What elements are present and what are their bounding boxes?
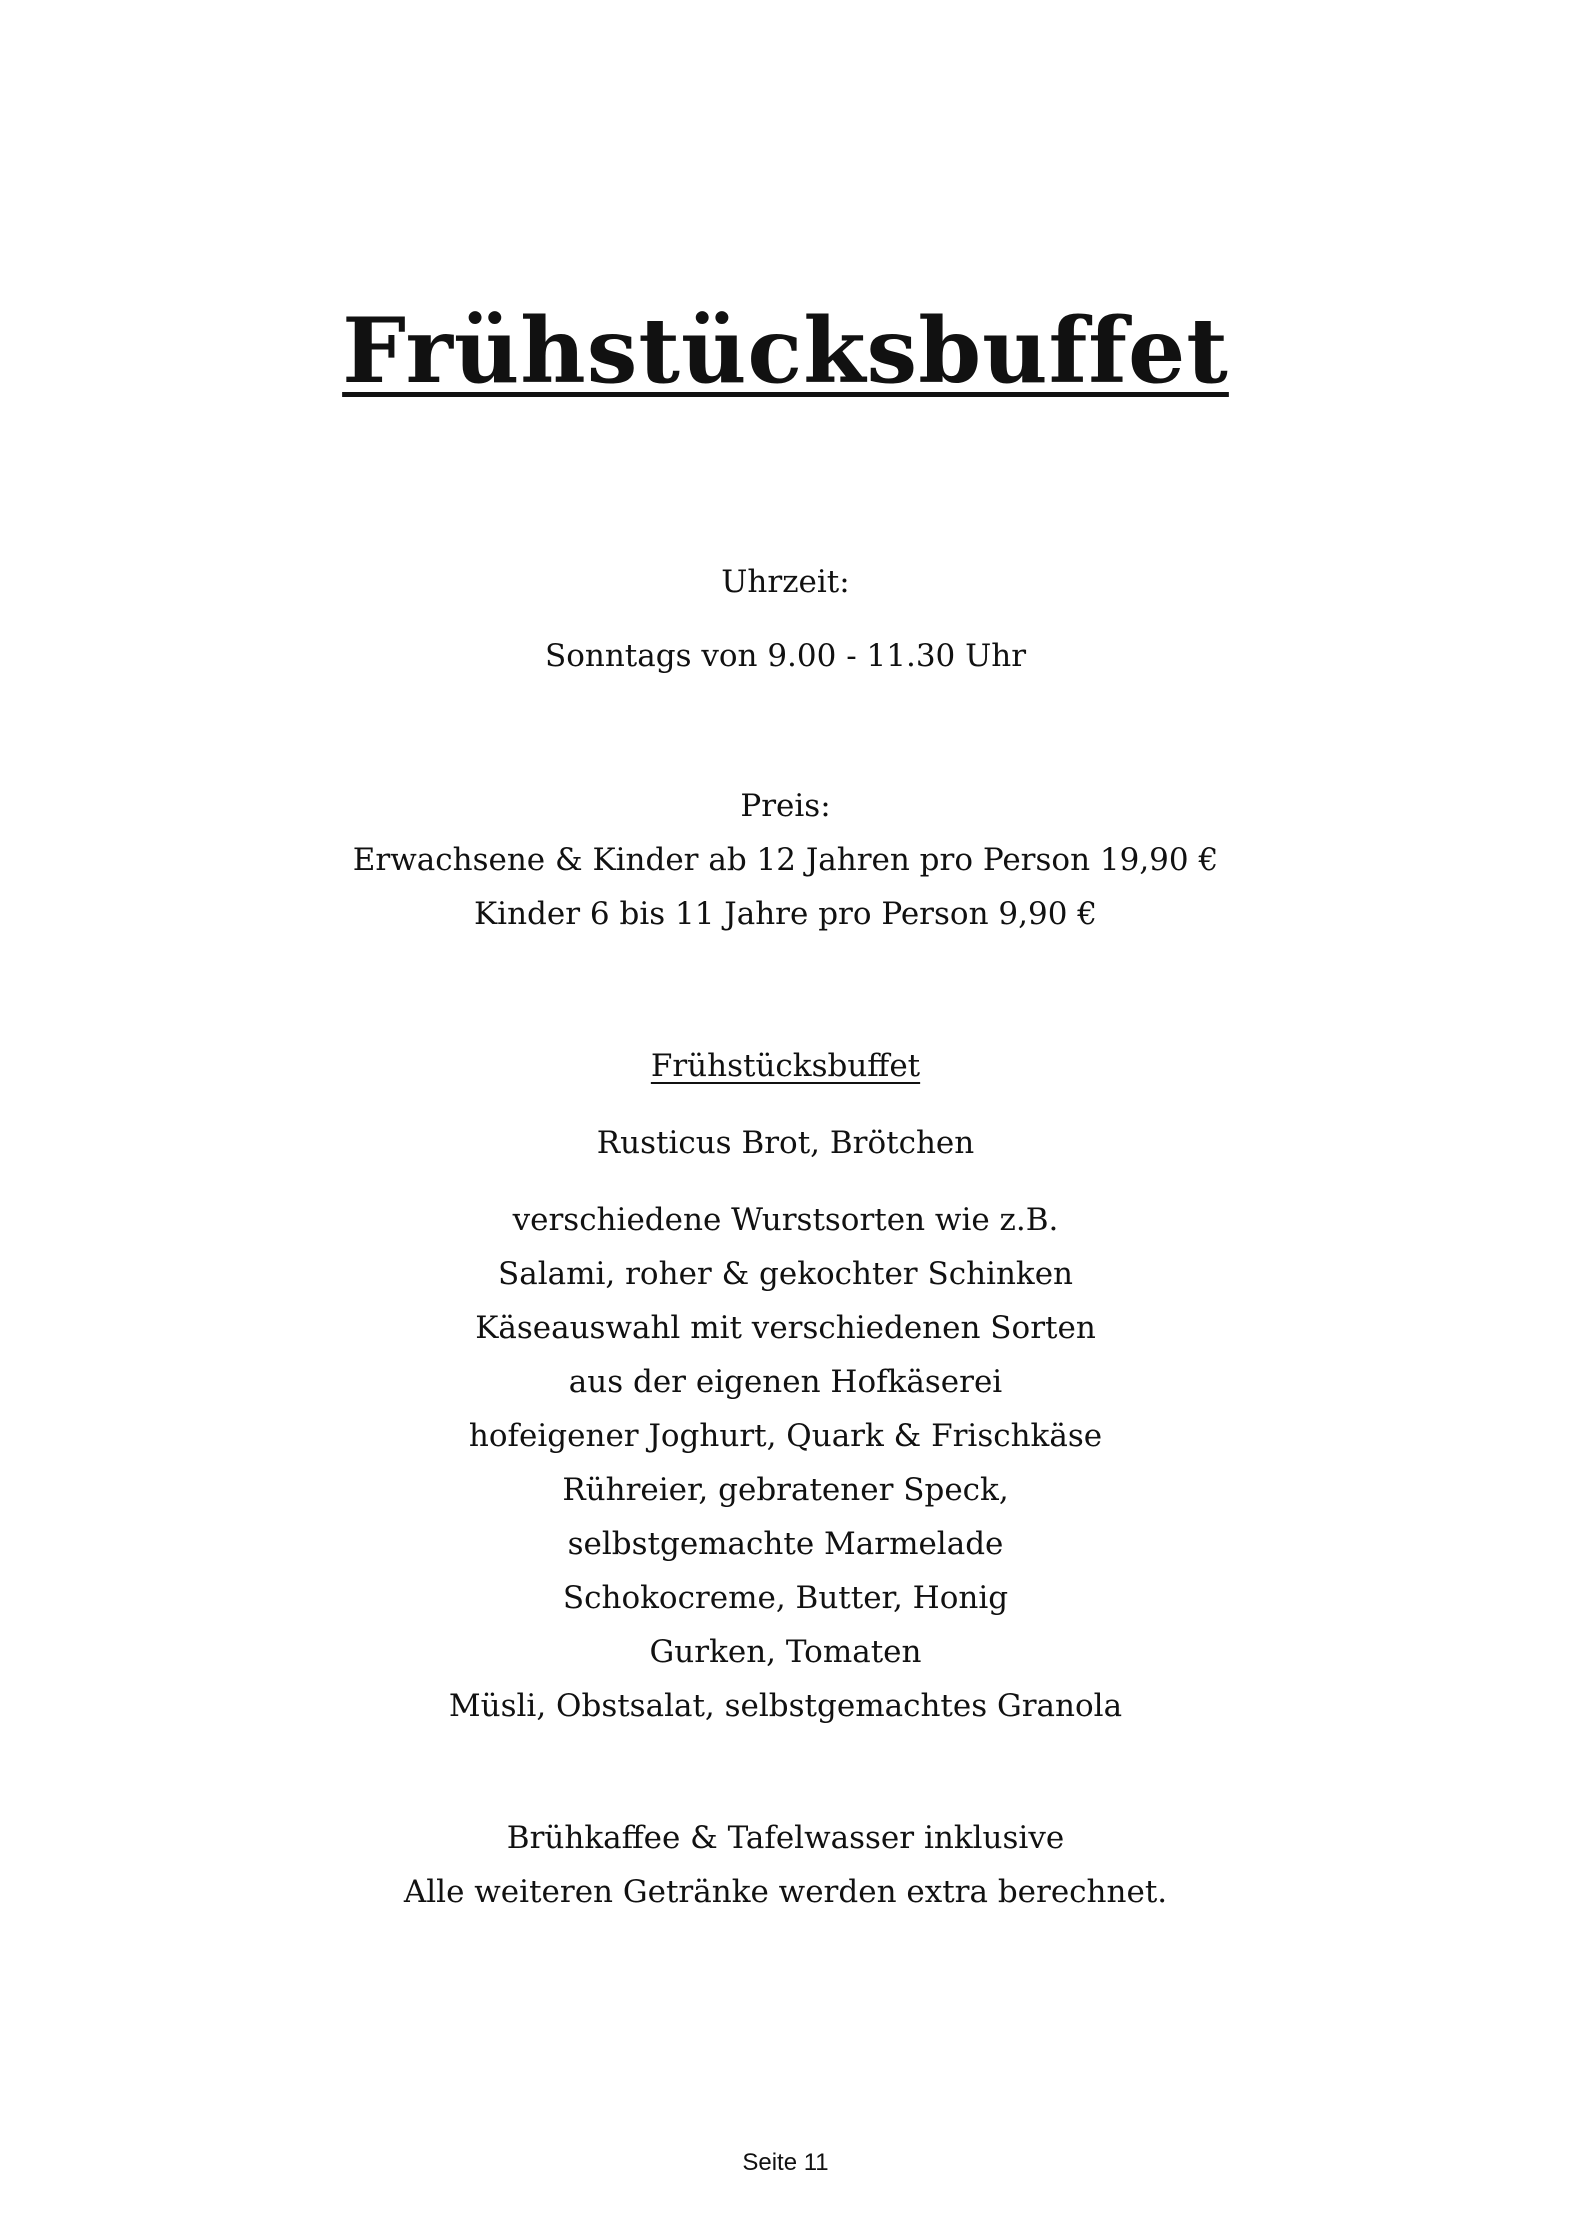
buffet-item: Rusticus Brot, Brötchen [596, 1125, 975, 1161]
buffet-item: Rühreier, gebratener Speck, [562, 1472, 1009, 1508]
buffet-item: verschiedene Wurstsorten wie z.B. [512, 1202, 1059, 1238]
buffet-item: Schokocreme, Butter, Honig [562, 1580, 1009, 1616]
price-adults: Erwachsene & Kinder ab 12 Jahren pro Person 19,90 € [352, 842, 1219, 878]
drinks-extra: Alle weiteren Getränke werden extra berechnet. [403, 1874, 1168, 1910]
buffet-item: Gurken, Tomaten [649, 1634, 922, 1670]
drinks-included: Brühkaffee & Tafelwasser inklusive [506, 1820, 1065, 1856]
buffet-item: Salami, roher & gekochter Schinken [497, 1256, 1074, 1292]
buffet-item: hofeigener Joghurt, Quark & Frischkäse [468, 1418, 1103, 1454]
buffet-item: Käseauswahl mit verschiedenen Sorten [475, 1310, 1096, 1346]
page-number: Seite 11 [742, 2149, 829, 2176]
price-label: Preis: [740, 788, 831, 824]
buffet-heading: Frühstücksbuffet [650, 1048, 921, 1084]
buffet-item: Müsli, Obstsalat, selbstgemachtes Granola [448, 1688, 1123, 1724]
time-value: Sonntags von 9.00 - 11.30 Uhr [544, 638, 1027, 674]
page-title: Frühstücksbuffet [342, 298, 1229, 404]
time-label: Uhrzeit: [721, 564, 850, 600]
buffet-item: aus der eigenen Hofkäserei [568, 1364, 1003, 1400]
price-children: Kinder 6 bis 11 Jahre pro Person 9,90 € [474, 896, 1097, 932]
buffet-item: selbstgemachte Marmelade [567, 1526, 1004, 1562]
